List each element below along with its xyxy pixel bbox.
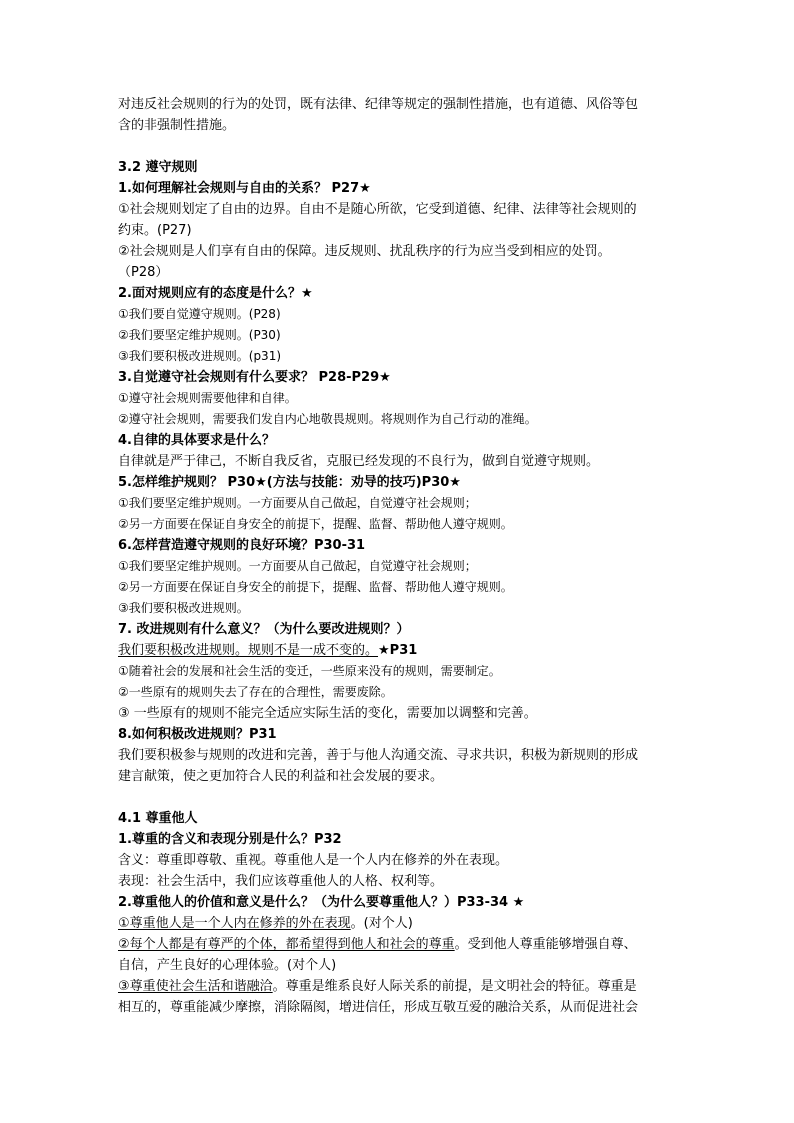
- answer-line: ①我们要自觉遵守规则。(P28): [118, 307, 281, 321]
- answer-line: ②我们要坚定维护规则。(P30): [118, 328, 281, 342]
- answer-line: 含义：尊重即尊敬、重视。尊重他人是一个人内在修养的外在表现。: [118, 853, 509, 868]
- answer-line: ②社会规则是人们享有自由的保障。违反规则、扰乱秩序的行为应当受到相应的处罚。: [118, 244, 611, 259]
- answer-line: 相互的，尊重能减少摩擦，消除隔阂，增进信任，形成互敬互爱的融洽关系，从而促进社会: [118, 1000, 639, 1015]
- answer-line: ③我们要积极改进规则。(p31): [118, 349, 282, 363]
- question-title: 6.怎样营造遵守规则的良好环境？P30-31: [118, 538, 366, 553]
- answer-line: ②另一方面要在保证自身安全的前提下，提醒、监督、帮助他人遵守规则。: [118, 580, 513, 594]
- question-title: 1.尊重的含义和表现分别是什么？P32: [118, 832, 342, 847]
- answer-text: 。(对个人): [350, 916, 413, 931]
- answer-line: [118, 640, 678, 661]
- question-title: 1.如何理解社会规则与自由的关系？ P27★: [118, 181, 371, 196]
- answer-line: 建言献策，使之更加符合人民的利益和社会发展的要求。: [118, 769, 444, 784]
- section-title: 3.2 遵守规则: [118, 160, 198, 175]
- answer-line: ①我们要坚定维护规则。一方面要从自己做起，自觉遵守社会规则；: [118, 559, 477, 573]
- answer-line: 我们要积极参与规则的改进和完善，善于与他人沟通交流、寻求共识，积极为新规则的形成: [118, 748, 639, 763]
- question-title: 5.怎样维护规则？ P30★(方法与技能：劝导的技巧)P30★: [118, 475, 461, 490]
- underlined-text: 我们要积极改进规则。规则不是一成不变的。: [118, 643, 379, 658]
- answer-line: （P28）: [118, 265, 169, 280]
- question-title: 2.尊重他人的价值和意义是什么？（为什么要尊重他人？）P33-34 ★: [118, 895, 525, 910]
- answer-line: ②另一方面要在保证自身安全的前提下，提醒、监督、帮助他人遵守规则。: [118, 517, 513, 531]
- question-title: 3.自觉遵守社会规则有什么要求？ P28-P29★: [118, 370, 391, 385]
- answer-line: ③ 一些原有的规则不能完全适应实际生活的变化，需要加以调整和完善。: [118, 706, 537, 721]
- answer-line: ②遵守社会规则，需要我们发自内心地敬畏规则。将规则作为自己行动的准绳。: [118, 412, 537, 426]
- answer-line: [118, 934, 678, 955]
- answer-line: 表现：社会生活中，我们应该尊重他人的人格、权利等。: [118, 874, 444, 889]
- answer-text: 。尊重是维系良好人际关系的前提，是文明社会的特征。尊重是: [272, 979, 637, 994]
- answer-line: ③我们要积极改进规则。: [118, 601, 249, 615]
- answer-text: 。受到他人尊重能够增强自尊、: [454, 937, 637, 952]
- answer-line: [118, 913, 678, 934]
- underlined-text: ②每个人都是有尊严的个体，都希望得到他人和社会的尊重: [118, 937, 455, 952]
- question-title: 2.面对规则应有的态度是什么？★: [118, 286, 313, 301]
- answer-line: [118, 976, 678, 997]
- answer-line: 约束。(P27): [118, 223, 192, 238]
- underlined-text: ①尊重他人是一个人内在修养的外在表现: [118, 916, 351, 931]
- answer-line: ①随着社会的发展和社会生活的变迁，一些原来没有的规则，需要制定。: [118, 664, 501, 678]
- answer-line: ①社会规则划定了自由的边界。自由不是随心所欲，它受到道德、纪律、法律等社会规则的: [118, 202, 637, 217]
- question-title: 7. 改进规则有什么意义？（为什么要改进规则？）: [118, 622, 410, 637]
- answer-line: ①我们要坚定维护规则。一方面要从自己做起，自觉遵守社会规则；: [118, 496, 477, 510]
- document-page: [118, 94, 678, 1018]
- question-title: 4.自律的具体要求是什么？: [118, 433, 275, 448]
- intro-line: 对违反社会规则的行为的处罚，既有法律、纪律等规定的强制性措施，也有道德、风俗等包: [118, 97, 639, 112]
- underlined-text: ③尊重使社会生活和谐融洽: [118, 979, 273, 994]
- section-title: 4.1 尊重他人: [118, 811, 198, 826]
- question-title: 8.如何积极改进规则？P31: [118, 727, 277, 742]
- answer-line: ②一些原有的规则失去了存在的合理性，需要废除。: [118, 685, 393, 699]
- answer-line: 自律就是严于律己，不断自我反省，克服已经发现的不良行为，做到自觉遵守规则。: [118, 454, 600, 469]
- star-mark: ★P31: [378, 643, 418, 658]
- intro-line: 含的非强制性措施。: [118, 118, 236, 133]
- answer-line: 自信，产生良好的心理体验。(对个人): [118, 958, 337, 973]
- answer-line: ①遵守社会规则需要他律和自律。: [118, 391, 297, 405]
